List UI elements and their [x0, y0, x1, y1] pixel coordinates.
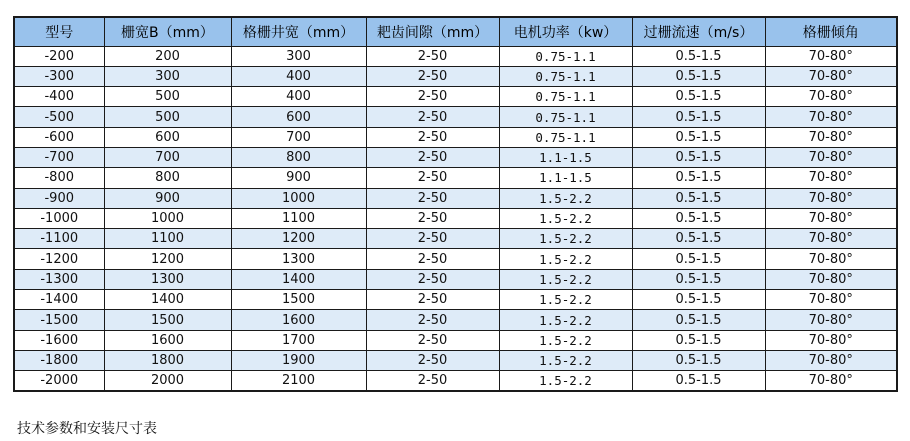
- table-cell-grid-width: 1000: [104, 208, 231, 228]
- table-row: [14, 168, 897, 188]
- table-cell-grid-angle: 70-80°: [765, 229, 897, 249]
- table-row: [14, 371, 897, 392]
- table-row: [14, 208, 897, 228]
- table-cell-model: -500: [14, 107, 104, 127]
- table-cell-motor-power: 1.5-2.2: [499, 330, 632, 350]
- table-cell-model: -1600: [14, 330, 104, 350]
- table-cell-tooth-gap: 2-50: [366, 168, 499, 188]
- table-cell-grid-width: 1300: [104, 269, 231, 289]
- table-cell-well-width: 800: [231, 147, 366, 167]
- table-cell-grid-width: 1200: [104, 249, 231, 269]
- table-cell-model: -700: [14, 147, 104, 167]
- table-cell-motor-power: 0.75-1.1: [499, 46, 632, 66]
- table-cell-motor-power: 0.75-1.1: [499, 107, 632, 127]
- table-cell-motor-power: 1.5-2.2: [499, 290, 632, 310]
- table-cell-flow-speed: 0.5-1.5: [632, 168, 765, 188]
- table-row: [14, 330, 897, 350]
- table-cell-motor-power: 0.75-1.1: [499, 87, 632, 107]
- table-cell-well-width: 600: [231, 107, 366, 127]
- table-cell-tooth-gap: 2-50: [366, 229, 499, 249]
- table-cell-flow-speed: 0.5-1.5: [632, 290, 765, 310]
- table-cell-model: -1200: [14, 249, 104, 269]
- table-row: [14, 290, 897, 310]
- table-cell-grid-angle: 70-80°: [765, 87, 897, 107]
- table-cell-model: -2000: [14, 371, 104, 392]
- table-row: [14, 310, 897, 330]
- table-row: [14, 188, 897, 208]
- table-cell-motor-power: 1.1-1.5: [499, 147, 632, 167]
- table-cell-grid-angle: 70-80°: [765, 310, 897, 330]
- table-row: [14, 229, 897, 249]
- table-cell-model: -1000: [14, 208, 104, 228]
- table-cell-flow-speed: 0.5-1.5: [632, 330, 765, 350]
- table-cell-flow-speed: 0.5-1.5: [632, 188, 765, 208]
- table-cell-grid-width: 800: [104, 168, 231, 188]
- table-cell-model: -600: [14, 127, 104, 147]
- table-cell-flow-speed: 0.5-1.5: [632, 249, 765, 269]
- table-cell-grid-width: 1100: [104, 229, 231, 249]
- table-cell-flow-speed: 0.5-1.5: [632, 350, 765, 370]
- table-cell-motor-power: 1.5-2.2: [499, 310, 632, 330]
- table-cell-flow-speed: 0.5-1.5: [632, 87, 765, 107]
- table-cell-grid-angle: 70-80°: [765, 107, 897, 127]
- column-header-grid-width: 栅宽B（mm）: [104, 17, 231, 46]
- table-row: [14, 269, 897, 289]
- table-cell-motor-power: 1.5-2.2: [499, 249, 632, 269]
- table-cell-well-width: 1400: [231, 269, 366, 289]
- column-header-motor-power: 电机功率（kw）: [499, 17, 632, 46]
- table-cell-model: -1800: [14, 350, 104, 370]
- table-body: [14, 46, 897, 391]
- table-cell-tooth-gap: 2-50: [366, 269, 499, 289]
- table-cell-grid-angle: 70-80°: [765, 66, 897, 86]
- table-cell-grid-width: 1400: [104, 290, 231, 310]
- table-cell-well-width: 900: [231, 168, 366, 188]
- table-cell-well-width: 700: [231, 127, 366, 147]
- table-cell-grid-width: 2000: [104, 371, 231, 392]
- table-cell-motor-power: 1.5-2.2: [499, 350, 632, 370]
- table-cell-grid-angle: 70-80°: [765, 350, 897, 370]
- table-caption: 技术参数和安装尺寸表: [17, 421, 157, 437]
- table-cell-model: -200: [14, 46, 104, 66]
- table-cell-flow-speed: 0.5-1.5: [632, 127, 765, 147]
- table-cell-grid-width: 500: [104, 107, 231, 127]
- table-cell-grid-angle: 70-80°: [765, 249, 897, 269]
- table-row: [14, 249, 897, 269]
- table-cell-flow-speed: 0.5-1.5: [632, 107, 765, 127]
- table-cell-tooth-gap: 2-50: [366, 87, 499, 107]
- table-cell-well-width: 1900: [231, 350, 366, 370]
- table-cell-motor-power: 1.5-2.2: [499, 371, 632, 392]
- table-cell-motor-power: 1.5-2.2: [499, 269, 632, 289]
- table-cell-well-width: 1300: [231, 249, 366, 269]
- table-cell-grid-angle: 70-80°: [765, 371, 897, 392]
- table-row: [14, 46, 897, 66]
- table-cell-well-width: 400: [231, 87, 366, 107]
- table-cell-tooth-gap: 2-50: [366, 127, 499, 147]
- table-cell-well-width: 1700: [231, 330, 366, 350]
- table-cell-tooth-gap: 2-50: [366, 208, 499, 228]
- table-cell-flow-speed: 0.5-1.5: [632, 147, 765, 167]
- table-cell-tooth-gap: 2-50: [366, 310, 499, 330]
- table-cell-flow-speed: 0.5-1.5: [632, 310, 765, 330]
- table-cell-tooth-gap: 2-50: [366, 330, 499, 350]
- table-row: [14, 127, 897, 147]
- table-cell-grid-angle: 70-80°: [765, 330, 897, 350]
- table-cell-tooth-gap: 2-50: [366, 350, 499, 370]
- table-cell-motor-power: 1.1-1.5: [499, 168, 632, 188]
- table-cell-model: -300: [14, 66, 104, 86]
- table-cell-flow-speed: 0.5-1.5: [632, 46, 765, 66]
- table-cell-grid-angle: 70-80°: [765, 290, 897, 310]
- table-header-row: [14, 17, 897, 46]
- table-cell-well-width: 300: [231, 46, 366, 66]
- column-header-well-width: 格栅井宽（mm）: [231, 17, 366, 46]
- table-cell-motor-power: 1.5-2.2: [499, 229, 632, 249]
- table-cell-model: -1100: [14, 229, 104, 249]
- table-cell-grid-width: 600: [104, 127, 231, 147]
- spec-table-container: [13, 16, 898, 392]
- table-cell-grid-width: 1800: [104, 350, 231, 370]
- table-cell-grid-angle: 70-80°: [765, 269, 897, 289]
- table-cell-grid-width: 500: [104, 87, 231, 107]
- table-cell-well-width: 2100: [231, 371, 366, 392]
- table-cell-flow-speed: 0.5-1.5: [632, 229, 765, 249]
- table-cell-flow-speed: 0.5-1.5: [632, 371, 765, 392]
- table-cell-tooth-gap: 2-50: [366, 147, 499, 167]
- table-cell-grid-angle: 70-80°: [765, 188, 897, 208]
- table-row: [14, 66, 897, 86]
- table-cell-model: -1500: [14, 310, 104, 330]
- table-cell-grid-angle: 70-80°: [765, 127, 897, 147]
- table-cell-well-width: 400: [231, 66, 366, 86]
- table-cell-well-width: 1100: [231, 208, 366, 228]
- table-row: [14, 87, 897, 107]
- table-cell-well-width: 1500: [231, 290, 366, 310]
- table-cell-grid-width: 200: [104, 46, 231, 66]
- table-row: [14, 107, 897, 127]
- table-cell-motor-power: 0.75-1.1: [499, 127, 632, 147]
- table-cell-tooth-gap: 2-50: [366, 188, 499, 208]
- table-cell-tooth-gap: 2-50: [366, 107, 499, 127]
- table-cell-grid-width: 1600: [104, 330, 231, 350]
- table-cell-grid-angle: 70-80°: [765, 208, 897, 228]
- table-cell-well-width: 1000: [231, 188, 366, 208]
- table-cell-flow-speed: 0.5-1.5: [632, 269, 765, 289]
- table-cell-well-width: 1600: [231, 310, 366, 330]
- column-header-grid-angle: 格栅倾角: [765, 17, 897, 46]
- table-cell-motor-power: 0.75-1.1: [499, 66, 632, 86]
- table-cell-grid-width: 1500: [104, 310, 231, 330]
- table-cell-tooth-gap: 2-50: [366, 46, 499, 66]
- column-header-model: 型号: [14, 17, 104, 46]
- table-cell-well-width: 1200: [231, 229, 366, 249]
- column-header-tooth-gap: 耙齿间隙（mm）: [366, 17, 499, 46]
- table-cell-grid-angle: 70-80°: [765, 46, 897, 66]
- table-cell-tooth-gap: 2-50: [366, 371, 499, 392]
- table-row: [14, 350, 897, 370]
- table-cell-model: -800: [14, 168, 104, 188]
- column-header-flow-speed: 过栅流速（m/s）: [632, 17, 765, 46]
- table-cell-grid-width: 300: [104, 66, 231, 86]
- table-cell-motor-power: 1.5-2.2: [499, 208, 632, 228]
- table-cell-tooth-gap: 2-50: [366, 290, 499, 310]
- table-cell-model: -400: [14, 87, 104, 107]
- table-cell-grid-angle: 70-80°: [765, 168, 897, 188]
- table-cell-model: -1400: [14, 290, 104, 310]
- table-cell-motor-power: 1.5-2.2: [499, 188, 632, 208]
- table-cell-model: -1300: [14, 269, 104, 289]
- table-row: [14, 147, 897, 167]
- table-cell-tooth-gap: 2-50: [366, 66, 499, 86]
- table-cell-tooth-gap: 2-50: [366, 249, 499, 269]
- table-cell-flow-speed: 0.5-1.5: [632, 208, 765, 228]
- table-cell-grid-width: 900: [104, 188, 231, 208]
- table-cell-model: -900: [14, 188, 104, 208]
- table-cell-flow-speed: 0.5-1.5: [632, 66, 765, 86]
- table-cell-grid-angle: 70-80°: [765, 147, 897, 167]
- table-cell-grid-width: 700: [104, 147, 231, 167]
- spec-table: [13, 16, 898, 392]
